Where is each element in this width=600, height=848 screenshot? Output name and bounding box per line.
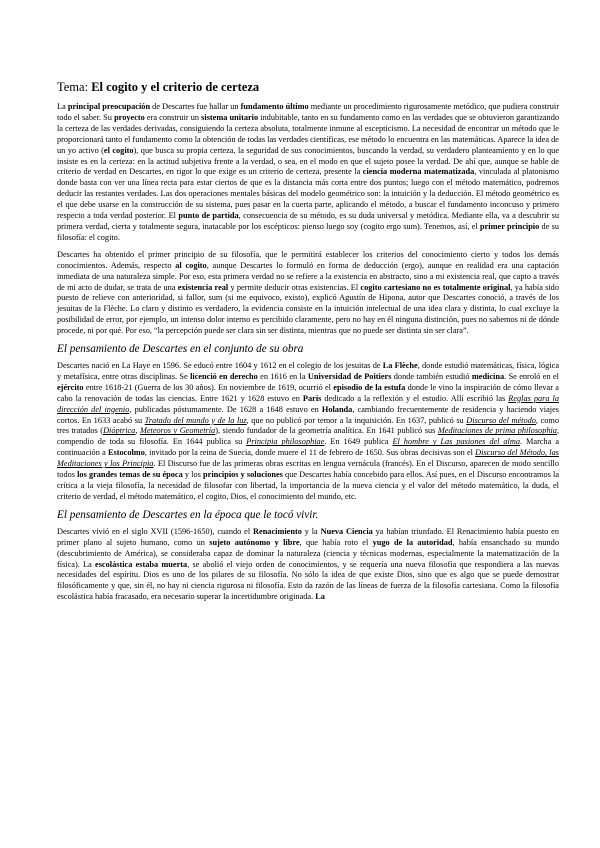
emphasis-text: proyecto xyxy=(114,112,145,122)
text-run: , consecuencia de su método, es su duda universal y metódica. Mediante ella, va a descubrir su primera verdad, cierta y totalmente segura, inatacable por los escépticos: pienso luego soy (cogito ergo sum). Tenemos, así, el xyxy=(57,211,559,231)
text-run: Descartes nació en La Haye en 1596. Se educó entre 1604 y 1612 en el colegio de los jesuitas de xyxy=(57,361,383,371)
text-run: , vinculada al platonismo donde basta con ver una línea recta para estar ciertos de que es la distancia más corta entre dos puntos; luego con el método matemático, podremos deducir las restantes verdades. Las dos operaciones mentales básicas del modelo geométrico son: la intuición y la deducción. El método geométrico es el que debe usarse en la construcción de su sistema, pues pasar en la cuerta parte, aplicando el método, a buscar el fundamento inconcuso y primero respecto a toda verdad posterior. El xyxy=(57,167,559,221)
text-run: de Descartes fue hallar un xyxy=(150,102,241,111)
section-title-epoca: El pensamiento de Descartes en la época que le tocó vivir. xyxy=(57,508,319,521)
emphasis-text: Holanda xyxy=(321,404,353,414)
text-run: . En 1649 publica xyxy=(324,437,393,447)
emphasis-text: Tratado del mundo y de la luz xyxy=(144,415,247,425)
text-run: , aunque Descartes lo formuló en forma de deducción (ergo), aunque en realidad era una captación inmediata de una naturaleza simple. Por eso, esta primera verdad no se refiere a la existencia en abstracto, sino a mi existencia real, que capto a través de mi acto de dudar, se trata de una xyxy=(57,260,559,292)
text-run: que Descartes había concebido para ellos. Así pues, en el Discurso encontramos la crítica a la vieja filosofía, la necesidad de filosofar con libertad, la importancia de la nueva ciencia y el valor del método matemático, la duda, el criterio de verdad, el método matemático, el cogito, Dios, el conocimiento del mundo, etc. xyxy=(57,470,560,501)
emphasis-text: París xyxy=(302,393,322,403)
text-run: y los xyxy=(182,470,204,480)
emphasis-text: yugo de la autoridad xyxy=(372,537,453,547)
emphasis-text: fundamento último xyxy=(240,102,309,111)
emphasis-text: Universidad de Poitiers xyxy=(307,371,392,381)
text-run: , ya había sido puesto de relieve con anterioridad, si fallor, sum (si me equivoco, existo), explicó Agustín de Hipona, autor que Descartes conoció, a través de los jesuitas de la Flèche. Lo claro y distinto es verdadero, la evidencia consiste en la intuición intelectual de una idea clara y distinta, lo cual excluye la posibilidad de error, por ejemplo, un intenso dolor interno es percibido claramente, pero no hay en él ninguna distinción, pues no sabemos ni de dónde procede, ni por qué. Por eso, “la percepción puede ser clara sin ser distinta, mientras que no puede ser distinta sin ser clara”. xyxy=(57,282,559,336)
text-run: era construir un xyxy=(144,112,202,122)
emphasis-text: principal preocupación xyxy=(67,102,151,111)
text-run: , se abolió el viejo orden de conocimientos, y se requería una nueva filosofía que respondiera a las nuevas necesidades del espíritu. Dios es uno de los pilares de su filosofía. No sólo la idea de que existe Dios, sino que es algo que se puede demostrar filosóficamente y que, sin él, no hay ni ciencia rigurosa ni filosofía. Esto da razón de las líneas de fuerza de la filosofía cartesiana. Como la filosofía escolástica había fracasado, era necesario superar la incertidumbre originada. xyxy=(57,559,559,602)
emphasis-text: los grandes temas de su época xyxy=(77,470,183,480)
emphasis-text: sistema unitario xyxy=(201,112,259,122)
text-run: , que no publicó por temor a la inquisición. En 1637, publicó su xyxy=(246,415,467,425)
emphasis-text: sujeto autónomo y libre xyxy=(209,537,300,547)
text-run: ya habían triunfado. El Renacimiento había puesto en primer plano al sujeto humano, como un xyxy=(57,526,560,547)
emphasis-text: Renacimiento xyxy=(253,526,302,536)
emphasis-text: Estocolmo xyxy=(107,448,145,458)
paragraph-cogito-intro xyxy=(57,102,559,244)
text-run: entre 1618-21 (Guerra de los 30 años). En noviembre de 1619, ocurrió el xyxy=(83,382,334,392)
text-run: , donde estudió matemáticas, física, lógica y metafísica, entre otras disciplinas. Se xyxy=(57,361,560,381)
document-page xyxy=(57,80,559,609)
text-run: y la xyxy=(301,526,321,536)
section-title-obra: El pensamiento de Descartes en el conjunto de su obra xyxy=(57,343,304,356)
text-run: donde le vino la inspiración de cómo llevar a cabo la renovación de todas las ciencias. Entre 1621 y 1628 estuvo en xyxy=(57,382,559,403)
emphasis-text: El hombre y Las pasiones del alma xyxy=(392,437,521,447)
text-run: . Marcha a continuación a xyxy=(57,437,560,458)
emphasis-text: primer principio xyxy=(480,221,540,231)
paragraph-biografia xyxy=(57,361,559,503)
text-run: Descartes ha obtenido el primer principio de su filosofía, que le permitirá establecer los criterios del conocimiento cierto y todos los demás conocimientos. Además, respecto xyxy=(57,249,559,270)
text-run: . Se enroló en el xyxy=(504,371,559,381)
emphasis-text: La Flèche xyxy=(382,361,418,371)
emphasis-text: licenció en derecho xyxy=(190,371,258,381)
emphasis-text: Principia philosophiae xyxy=(246,437,325,447)
text-run: La xyxy=(57,102,68,111)
title-text: El cogito y el criterio de certeza xyxy=(91,80,260,94)
emphasis-text: principios y soluciones xyxy=(203,470,283,480)
paragraph-cogito-principle xyxy=(57,250,559,337)
emphasis-text: Discurso del método xyxy=(466,415,536,425)
text-run: . El Discurso fue de las primeras obras escritas en lengua vernácula (francés). En el Discurso, aparecen de modo sencillo todos xyxy=(57,459,560,480)
emphasis-text: La xyxy=(315,592,325,602)
text-run: donde también estudió xyxy=(391,371,472,381)
emphasis-text: medicina xyxy=(471,371,505,381)
emphasis-text: Dióptrica xyxy=(103,426,136,436)
text-run: , compendio de toda su filosofía. En 1644 publica su xyxy=(57,426,560,447)
text-run: , como tres tratados ( xyxy=(57,415,559,436)
paragraph-epoca xyxy=(57,527,559,603)
emphasis-text: al cogito xyxy=(175,260,207,270)
emphasis-text: cogito cartesiano no es totalmente original xyxy=(360,282,511,292)
emphasis-text: ciencia moderna matematizada xyxy=(362,167,475,177)
document-title xyxy=(57,80,559,94)
emphasis-text: ejército xyxy=(57,382,84,392)
text-run: Descartes vivió en el siglo XVII (1596-1650), cuando el xyxy=(57,526,254,536)
emphasis-text: el cogito xyxy=(103,145,134,155)
text-run: mediante un procedimiento rigurosamente metódico, que pudiera construir todo el saber. Su xyxy=(57,102,559,122)
text-run: ), que busca su propia certeza, la seguridad de sus conocimientos, buscando la verdad, su verdadero planteamiento y en lo que insiste es en la certeza: en la actitud subjetiva frente a la verdad, o sea, en el modo en que el sujeto posee la verdad. De ahí que, aunque se hable de criterio de verdad en Descartes, en rigor lo que exige es un criterio de certeza, presente la xyxy=(57,145,560,177)
emphasis-text: Meditaciones de prima philosophia xyxy=(437,426,557,436)
emphasis-text: escolástica estaba muerta xyxy=(95,559,188,569)
emphasis-text: punto de partida xyxy=(178,211,239,221)
emphasis-text: episodio de la estufa xyxy=(333,382,406,392)
emphasis-text: Nueva Ciencia xyxy=(320,526,373,536)
text-run: , que había roto el xyxy=(299,537,373,547)
emphasis-text: Discurso del Método, las Meditaciones y los Principia xyxy=(57,448,559,469)
text-run: , había ensanchado su mundo (descubrimiento de América), se consideraba capaz de dominar la naturaleza (ciencia y técnicas modernas, especialmente la matematización de la física). La xyxy=(57,537,559,569)
text-run: , publicadas póstumamente. De 1628 a 1648 estuvo en xyxy=(129,404,322,414)
text-run: de su filosofía: el cogito. xyxy=(57,221,560,242)
text-run: indubitable, tanto en su fundamento como en las verdades que se obtuvieron garantizando la certeza de las verdades derivadas, consiguiendo la certeza absoluta, totalmente inmune al escepticismo. La necesidad de encontrar un método que le proporcionará tanto el fundamento como la obtención de todas las verdades científicas, ese método lo encuentra en las matemáticas. Aparece la idea de un yo activo ( xyxy=(57,112,560,155)
emphasis-text: existencia real xyxy=(177,282,229,292)
text-run: ), siendo fundador de la geometría analítica. En 1641 publicó sus xyxy=(215,426,438,436)
text-run: en 1616 en la xyxy=(257,371,308,381)
text-run: , cambiando frecuentemente de residencia y haciendo viajes cortos. En 1633 acabó su xyxy=(57,404,559,425)
text-run: y permite deducir otras existencias. El xyxy=(228,282,361,292)
title-label: Tema: xyxy=(57,80,89,94)
text-run: , invitado por la reina de Suecia, donde muere el 11 de febrero de 1650. Sus obras decisivas son el xyxy=(144,448,476,458)
emphasis-text: Reglas para la dirección del ingenio xyxy=(57,393,559,414)
text-run: dedicado a la reflexión y el estudio. Allí escribió las xyxy=(321,393,509,403)
emphasis-text: Meteoros y Geometría xyxy=(139,426,216,436)
text-run: , xyxy=(135,426,140,436)
